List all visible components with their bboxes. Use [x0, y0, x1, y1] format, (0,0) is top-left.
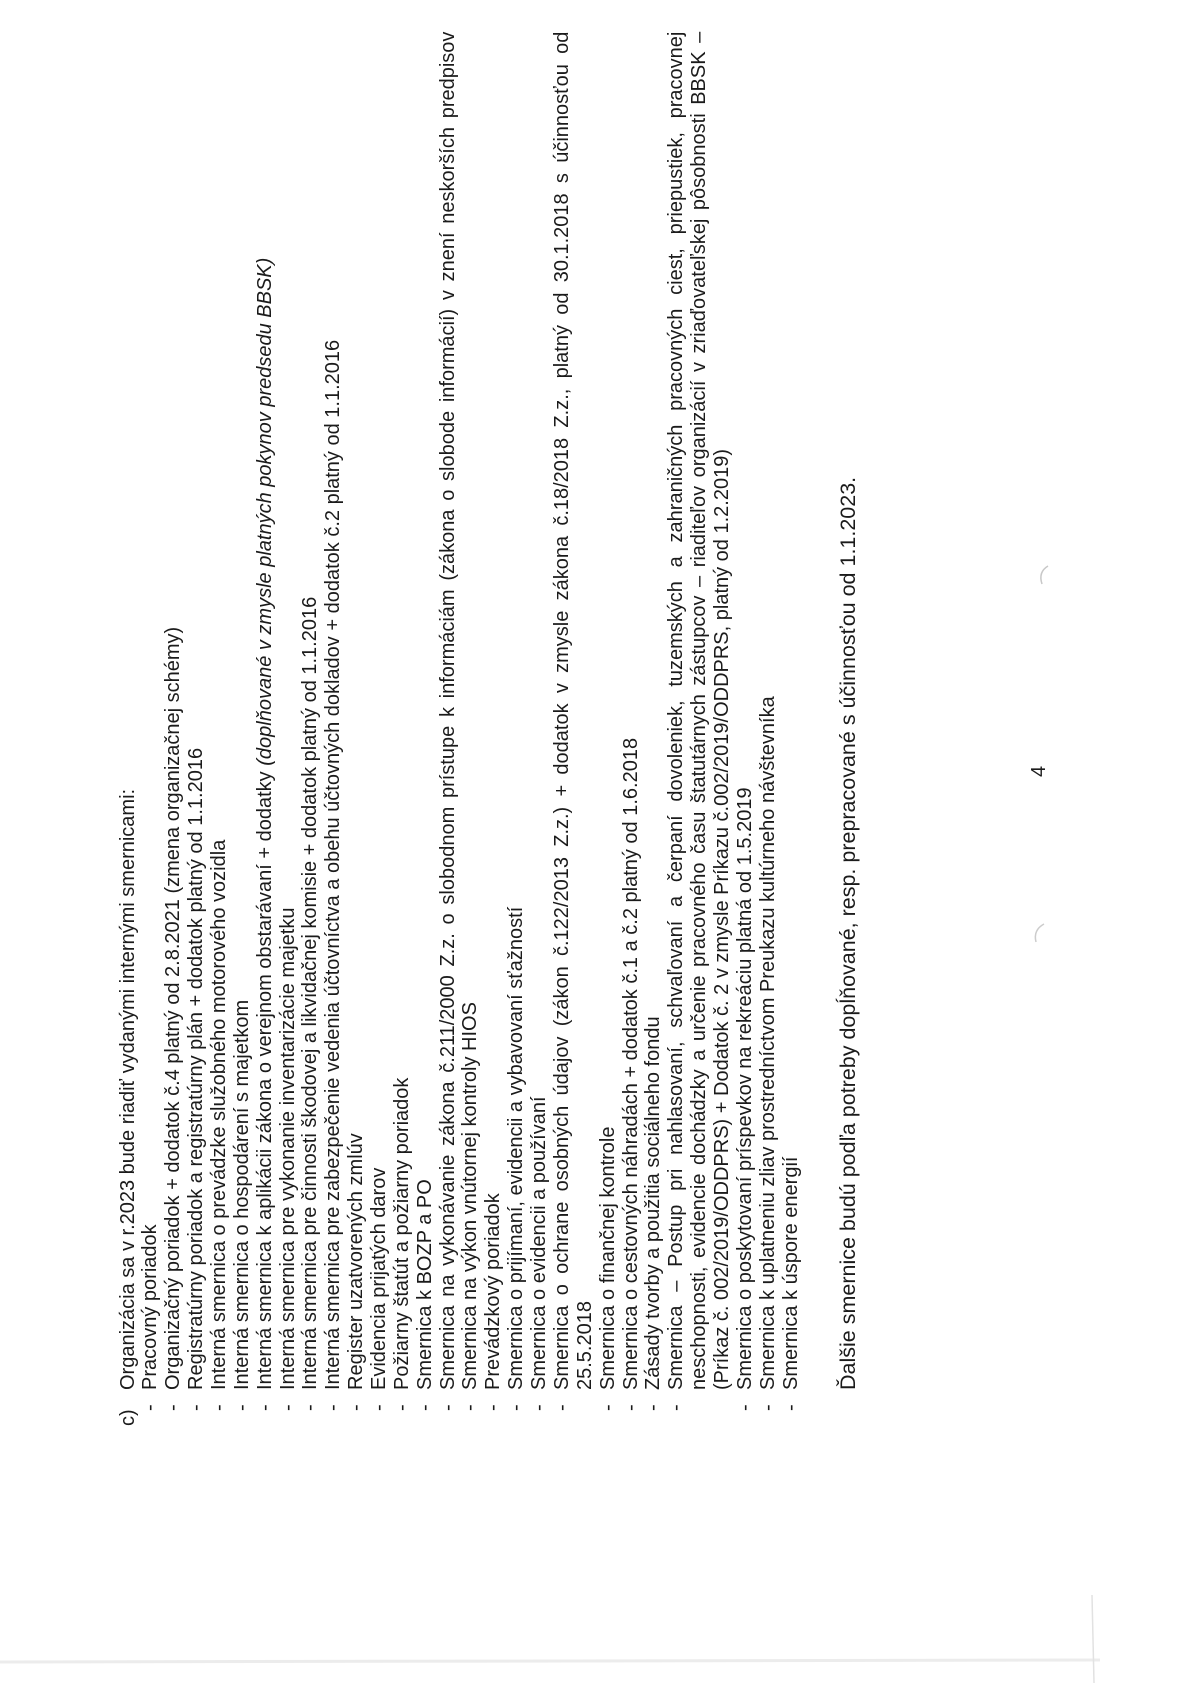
list-item — [642, 0, 665, 1683]
item-text: (Príkaz č. 002/2019/ODDPRS) + Dodatok č. 2 v zmysle Príkazu č.002/2019/ODDPRS, platný od 1.2.2019) — [710, 449, 733, 1390]
intro-text: Organizácia sa v r.2023 bude riadiť vydanými internými smernicami: — [116, 788, 139, 1390]
item-text: Interná smernica pre zabezpečenie vedenia účtovníctva a obehu účtovných dokladov + dodatok č.2 platný od 1.1.2016 — [322, 339, 345, 1390]
bullet-dash: - — [413, 1404, 436, 1411]
bullet-dash: - — [390, 1404, 413, 1411]
section-marker: c) — [116, 1409, 139, 1426]
list-item — [734, 0, 757, 1683]
list-item — [139, 0, 162, 1683]
item-text: Interná smernica o prevádzke služobného motorového vozidla — [208, 839, 231, 1390]
bullet-dash: - — [139, 1404, 162, 1411]
bullet-dash: - — [208, 1404, 231, 1411]
list-item — [459, 0, 482, 1683]
bullet-dash: - — [230, 1404, 253, 1411]
list-item — [368, 0, 391, 1683]
list-item — [391, 0, 414, 1683]
list-item — [414, 0, 437, 1683]
list-item — [162, 0, 185, 1683]
bullet-dash: - — [368, 1404, 391, 1411]
bullet-dash: - — [299, 1404, 322, 1411]
item-text-main: Interná smernica k aplikácii zákona o verejnom obstarávaní + dodatky — [253, 771, 276, 1390]
bullet-dash: - — [185, 1404, 208, 1411]
list-item — [437, 0, 460, 1683]
list-item — [208, 0, 231, 1683]
list-item — [551, 0, 574, 1683]
item-text: Interná smernica o hospodárení s majetkom — [230, 999, 253, 1390]
directive-list — [117, 0, 803, 1683]
item-text: Požiarny štatút a požiarny poriadok — [390, 1077, 413, 1390]
bullet-dash: - — [459, 1404, 482, 1411]
item-text — [254, 258, 277, 1390]
list-item — [322, 0, 345, 1683]
list-item — [345, 0, 368, 1683]
bullet-dash: - — [162, 1404, 185, 1411]
bullet-dash: - — [505, 1404, 528, 1411]
item-text: Prevádzkový poriadok — [482, 1193, 505, 1390]
item-text: Smernica – Postup pri nahlasovaní, schvaľovaní a čerpaní dovoleniek, tuzemských a zahraničných pracovných ciest, priepustiek, pracovnej — [665, 31, 688, 1390]
bullet-dash: - — [482, 1404, 505, 1411]
item-text: Smernica o cestovných náhradách + dodatok č.1 a č.2 platný od 1.6.2018 — [619, 737, 642, 1390]
item-text: neschopnosti, evidencie dochádzky a určenie pracovného času štatutárnych zástupcov – riaditeľov organizácií v zriaďovateľskej pôsobnosti BBSK – — [688, 31, 711, 1390]
item-text-italic-note: (doplňované v zmysle platných pokynov predsedu BBSK) — [253, 257, 276, 766]
item-text: Smernica k úspore energií — [779, 1156, 802, 1390]
item-text: Zásady tvorby a použitia sociálneho fondu — [642, 1016, 665, 1390]
list-item — [780, 0, 803, 1683]
item-text: 25.5.2018 — [573, 1301, 596, 1390]
page-number: 4 — [1028, 765, 1050, 777]
item-text: Register uzatvorených zmlúv — [345, 1133, 368, 1390]
bullet-dash: - — [665, 1404, 688, 1411]
bullet-dash: - — [436, 1404, 459, 1411]
bullet-dash: - — [345, 1404, 368, 1411]
list-item — [665, 0, 688, 1683]
bullet-dash: - — [756, 1404, 779, 1411]
bullet-dash: - — [276, 1404, 299, 1411]
list-item — [277, 0, 300, 1683]
list-item — [505, 0, 528, 1683]
item-text: Interná smernica pre činnosti škodovej a likvidačnej komisie + dodatok platný od 1.1.2016 — [299, 596, 322, 1390]
list-item — [299, 0, 322, 1683]
item-text: Smernica o evidencii a používaní — [528, 1096, 551, 1390]
list-item-continuation — [711, 0, 734, 1683]
closing-sentence: Ďalšie smernice budú podľa potreby dopĺňované, resp. prepracované s účinnosťou od 1.1.2023. — [836, 476, 860, 1390]
bullet-dash: - — [322, 1404, 345, 1411]
item-text: Pracovný poriadok — [139, 1224, 162, 1390]
item-text: Smernica k uplatneniu zliav prostredníctvom Preukazu kultúrneho návštevníka — [756, 696, 779, 1390]
bullet-dash: - — [253, 1404, 276, 1411]
bullet-dash: - — [528, 1404, 551, 1411]
item-text: Smernica o ochrane osobných údajov (zákon č.122/2013 Z.z.) + dodatok v zmysle zákona č.18/2018 Z.z., platný od 30.1.2018 s účinnosťou od — [550, 31, 573, 1390]
list-item — [528, 0, 551, 1683]
list-item — [482, 0, 505, 1683]
intro-line — [117, 0, 140, 1683]
item-text: Smernica na výkon vnútornej kontroly HIOS — [459, 1002, 482, 1390]
list-item-continuation — [574, 0, 597, 1683]
list-item — [254, 0, 277, 1683]
bullet-dash: - — [779, 1404, 802, 1411]
list-item-continuation — [688, 0, 711, 1683]
bullet-dash: - — [596, 1404, 619, 1411]
item-text: Registratúrny poriadok a registratúrny plán + dodatok platný od 1.1.2016 — [185, 747, 208, 1390]
bullet-dash: - — [550, 1404, 573, 1411]
list-item — [757, 0, 780, 1683]
bullet-dash: - — [733, 1404, 756, 1411]
item-text: Smernica o poskytovaní príspevkov na rekreáciu platná od 1.5.2019 — [733, 787, 756, 1390]
item-text: Smernica k BOZP a PO — [413, 1179, 436, 1390]
list-item — [597, 0, 620, 1683]
item-text: Interná smernica pre vykonanie inventarizácie majetku — [276, 907, 299, 1390]
list-item — [620, 0, 643, 1683]
list-item — [231, 0, 254, 1683]
bullet-dash: - — [642, 1404, 665, 1411]
item-text: Organizačný poriadok + dodatok č.4 platný od 2.8.2021 (zmena organizačnej schémy) — [162, 626, 185, 1390]
item-text: Smernica na vykonávanie zákona č.211/2000 Z.z. o slobodnom prístupe k informáciám (zákona o slobode informácií) v znení neskorších predpisov — [436, 31, 459, 1390]
bullet-dash: - — [619, 1404, 642, 1411]
item-text: Smernica o finančnej kontrole — [596, 1126, 619, 1390]
item-text: Smernica o prijímaní, evidencii a vybavovaní sťažností — [505, 906, 528, 1390]
item-text: Evidencia prijatých darov — [368, 1167, 391, 1390]
list-item — [185, 0, 208, 1683]
